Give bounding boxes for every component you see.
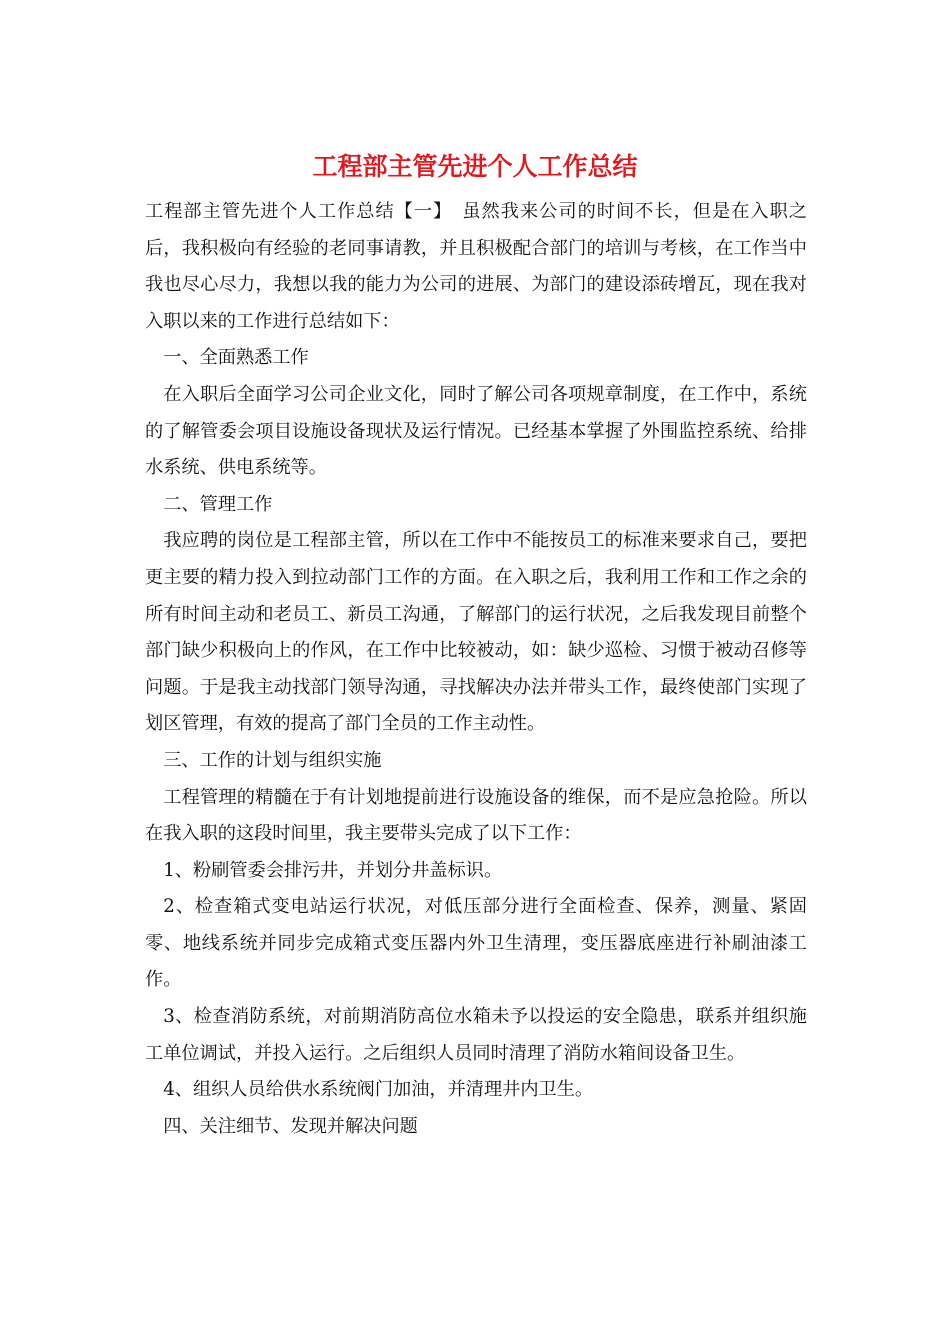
section-heading: 三、工作的计划与组织实施 <box>163 749 382 771</box>
body-paragraph: 工程管理的精髓在于有计划地提前进行设施设备的维保，而不是应急抢险。所以在我入职的这段时间里，我主要带头完成了以下工作： <box>145 786 807 845</box>
list-item: 4、组织人员给供水系统阀门加油，并清理井内卫生。 <box>163 1079 594 1101</box>
intro-paragraph: 工程部主管先进个人工作总结【一】 虽然我来公司的时间不长，但是在入职之后，我积极向有经验的老同事请教，并且积极配合部门的培训与考核，在工作当中我也尽心尽力，我想以我的能力为公司的进展、为部门的建设添砖增瓦，现在我对入职以来的工作进行总结如下： <box>145 201 807 332</box>
list-item: 3、检查消防系统，对前期消防高位水箱未予以投运的安全隐患，联系并组织施工单位调试，并投入运行。之后组织人员同时清理了消防水箱间设备卫生。 <box>145 1006 807 1064</box>
list-item: 2、检查箱式变电站运行状况，对低压部分进行全面检查、保养，测量、紧固零、地线系统并同步完成箱式变压器内外卫生清理，变压器底座进行补刷油漆工作。 <box>145 896 807 991</box>
document-body <box>145 194 807 1145</box>
section-heading: 四、关注细节、发现并解决问题 <box>163 1115 418 1137</box>
body-paragraph: 在入职后全面学习公司企业文化，同时了解公司各项规章制度，在工作中，系统的了解管委会项目设施设备现状及运行情况。已经基本掌握了外围监控系统、给排水系统、供电系统等。 <box>145 383 807 479</box>
document-title: 工程部主管先进个人工作总结 <box>312 152 638 181</box>
body-paragraph: 我应聘的岗位是工程部主管，所以在工作中不能按员工的标准来要求自己，要把更主要的精力投入到拉动部门工作的方面。在入职之后，我利用工作和工作之余的所有时间主动和老员工、新员工沟通，了解部门的运行状况，之后我发现目前整个部门缺少积极向上的作风，在工作中比较被动，如：缺少巡检、习惯于被动召修等问题。于是我主动找部门领导沟通，寻找解决办法并带头工作，最终使部门实现了划区管理，有效的提高了部门全员的工作主动性。 <box>145 530 807 735</box>
section-heading: 二、管理工作 <box>163 493 273 515</box>
section-heading: 一、全面熟悉工作 <box>163 347 309 369</box>
list-item: 1、粉刷管委会排污井，并划分井盖标识。 <box>163 859 503 881</box>
